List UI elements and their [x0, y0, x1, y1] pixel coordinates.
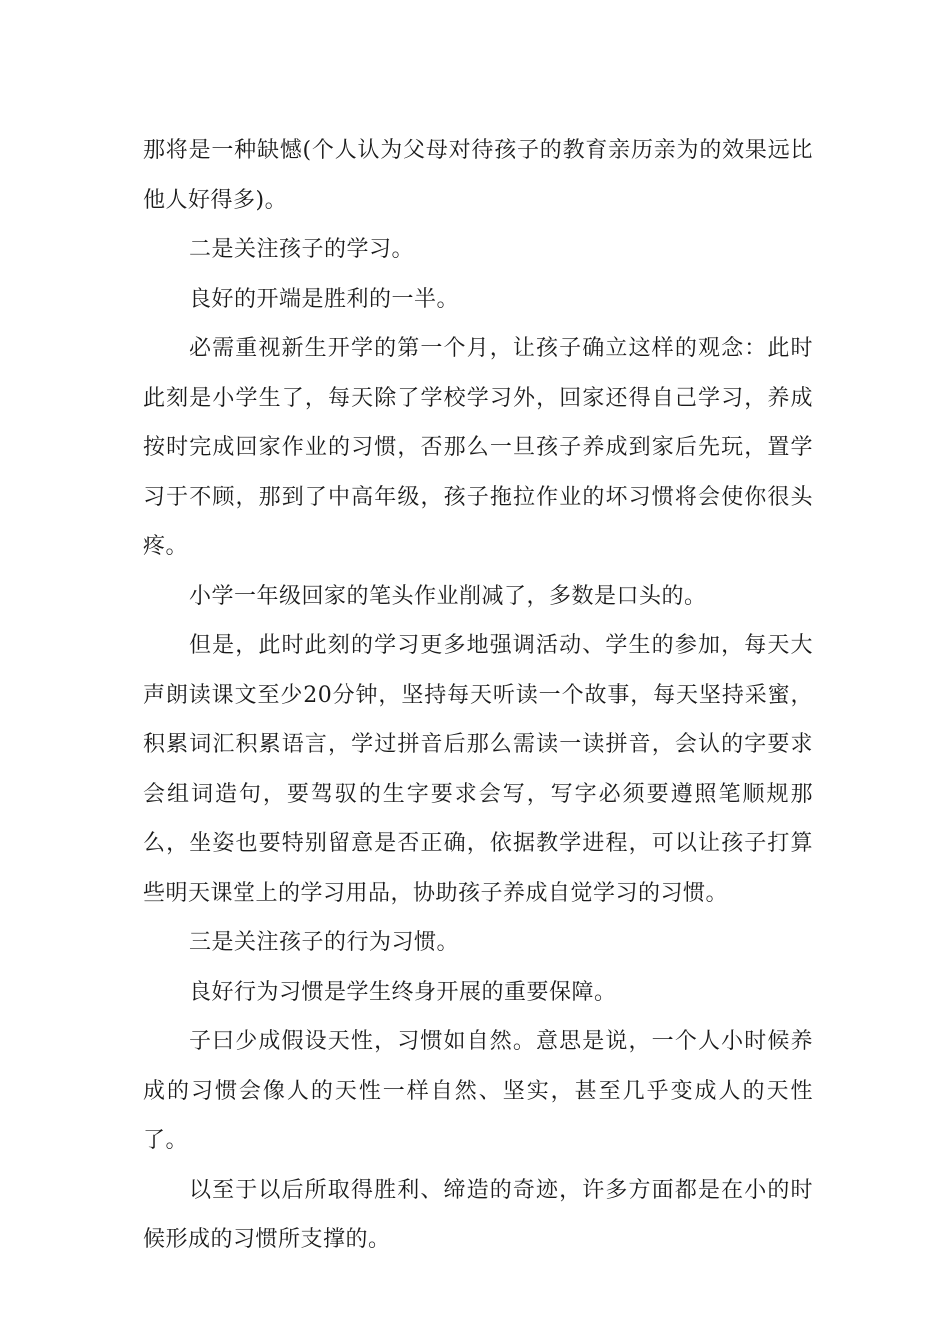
paragraph: 那将是一种缺憾(个人认为父母对待孩子的教育亲历亲为的效果远比他人好得多)。 — [143, 138, 813, 213]
paragraph: 良好行为习惯是学生终身开展的重要保障。 — [189, 979, 617, 1005]
paragraph: 小学一年级回家的笔头作业削减了，多数是口头的。 — [189, 583, 707, 609]
paragraph: 良好的开端是胜利的一半。 — [189, 286, 460, 312]
paragraph: 三是关注孩子的行为习惯。 — [189, 930, 460, 955]
paragraph: 必需重视新生开学的第一个月，让孩子确立这样的观念：此时此刻是小学生了，每天除了学校学习外，回家还得自己学习，养成按时完成回家作业的习惯，否那么一旦孩子养成到家后先玩，置学习于不顾，那到了中高年级，孩子拖拉作业的坏习惯将会使你很头疼。 — [143, 336, 813, 559]
paragraph: 以至于以后所取得胜利、缔造的奇迹，许多方面都是在小的时候形成的习惯所支撑的。 — [143, 1177, 813, 1252]
paragraph: 二是关注孩子的学习。 — [189, 237, 415, 262]
paragraph: 但是，此时此刻的学习更多地强调活动、学生的参加，每天大声朗读课文至少20分钟，坚持每天听读一个故事，每天坚持采蜜，积累词汇积累语言，学过拼音后那么需读一读拼音，会认的字要求会组词造句，要驾驭的生字要求会写，写字必须要遵照笔顺规那么，坐姿也要特别留意是否正确，依据教学进程，可以让孩子打算些明天课堂上的学习用品，协助孩子养成自觉学习的习惯。 — [143, 633, 813, 906]
paragraph: 子曰少成假设天性，习惯如自然。意思是说，一个人小时候养成的习惯会像人的天性一样自然、坚实，甚至几乎变成人的天性了。 — [143, 1029, 813, 1153]
document-body — [143, 126, 813, 1265]
